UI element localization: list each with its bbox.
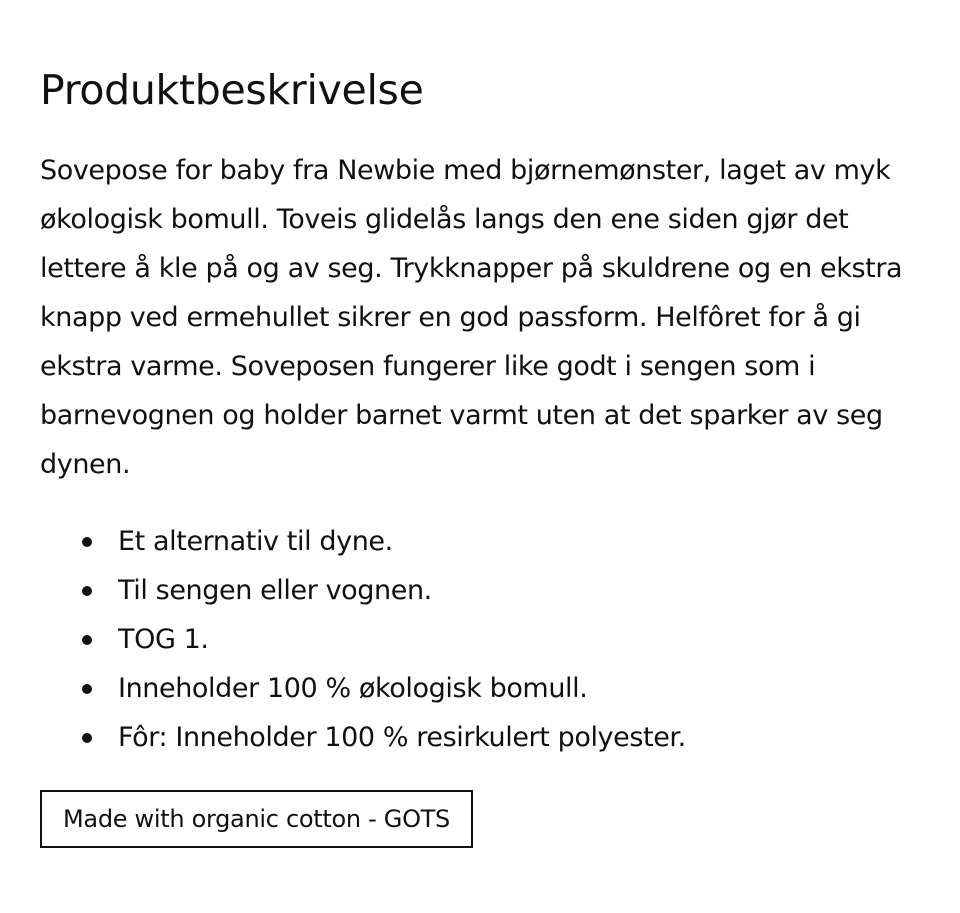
section-heading: Produktbeskrivelse	[40, 66, 424, 114]
feature-text: Fôr: Inneholder 100 % resirkulert polyester.	[118, 722, 686, 753]
gots-certification-badge[interactable]: Made with organic cotton - GOTS	[40, 790, 473, 848]
feature-item	[40, 566, 920, 615]
feature-item	[40, 615, 920, 664]
bullet-icon	[82, 684, 92, 694]
bullet-icon	[82, 635, 92, 645]
bullet-icon	[82, 537, 92, 547]
feature-text: Et alternativ til dyne.	[118, 526, 393, 557]
description-text: Sovepose for baby fra Newbie med bjørnemønster, laget av myk økologisk bomull. Toveis glidelås langs den ene siden gjør det lettere å kle på og av seg. Trykknapper på skuldrene og en ekstra knapp ved ermehullet sikrer en god passform. Helfôret for å gi ekstra varme. Soveposen fungerer like godt i sengen som i barnevognen og holder barnet varmt uten at det sparker av seg dynen.	[40, 155, 903, 480]
bullet-icon	[82, 586, 92, 596]
feature-item	[40, 517, 920, 566]
feature-item	[40, 713, 920, 762]
feature-text: TOG 1.	[118, 624, 209, 655]
feature-list	[40, 517, 920, 762]
feature-item	[40, 664, 920, 713]
feature-text: Til sengen eller vognen.	[118, 575, 432, 606]
bullet-icon	[82, 733, 92, 743]
feature-text: Inneholder 100 % økologisk bomull.	[118, 673, 588, 704]
